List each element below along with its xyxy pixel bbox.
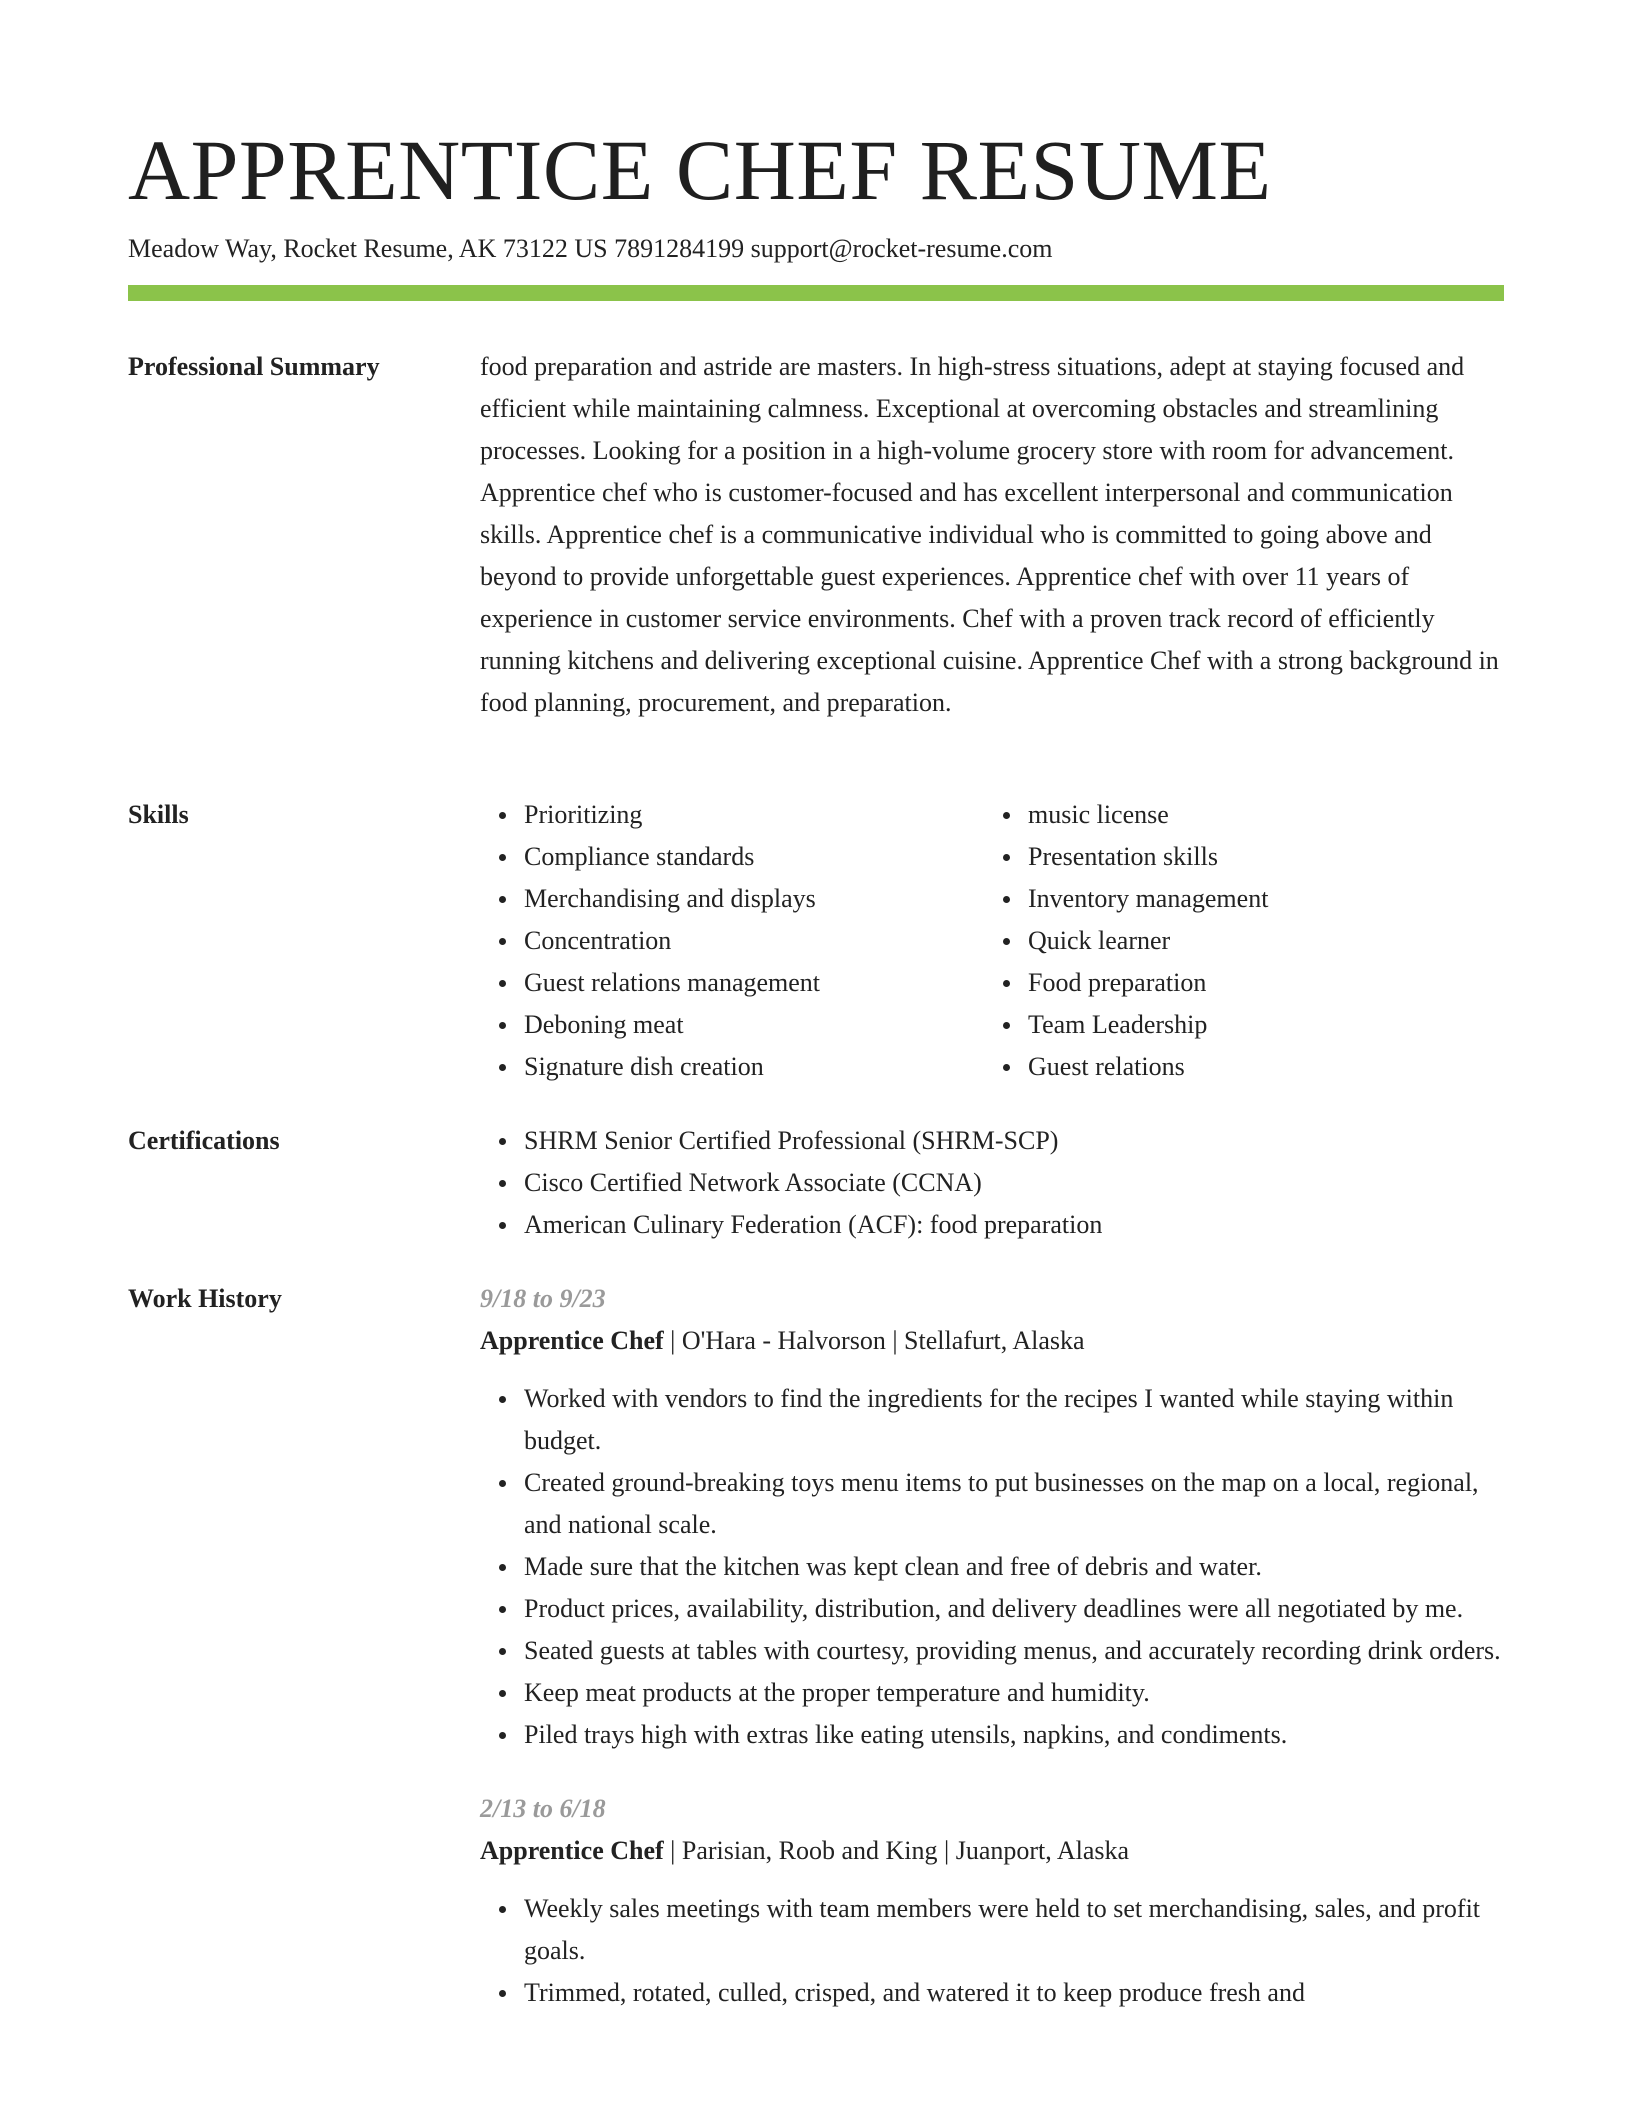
certification-item: Cisco Certified Network Associate (CCNA) (524, 1162, 1504, 1204)
summary-body (480, 346, 1504, 724)
job-bullet: Weekly sales meetings with team members were held to set merchandising, sales, and profit goals. (524, 1888, 1504, 1972)
job-details: | O'Hara - Halvorson | Stellafurt, Alaska (663, 1326, 1085, 1355)
certifications-list (480, 1120, 1504, 1246)
job-entry (480, 1788, 1504, 2014)
skill-item: Food preparation (1028, 962, 1488, 1004)
section-label-work-history: Work History (128, 1284, 282, 1313)
job-entry (480, 1278, 1504, 1756)
section-label-certifications: Certifications (128, 1126, 280, 1155)
summary-text: food preparation and astride are masters. In high-stress situations, adept at staying focused and efficient while maintaining calmness. Exceptional at overcoming obstacles and streamlining processes. Looking for a position in a high-volume grocery store with room for advancement. Apprentice chef who is customer-focused and has excellent interpersonal and communication skills. Apprentice chef is a communicative individual who is committed to going above and beyond to provide unforgettable guest experiences. Apprentice chef with over 11 years of experience in customer service environments. Chef with a proven track record of efficiently running kitchens and delivering exceptional cuisine. Apprentice Chef with a strong background in food planning, procurement, and preparation. (480, 352, 1499, 717)
job-title: Apprentice Chef (480, 1836, 664, 1865)
job-bullet: Created ground-breaking toys menu items to put businesses on the map on a local, regional, and national scale. (524, 1462, 1504, 1546)
job-bullet: Piled trays high with extras like eating utensils, napkins, and condiments. (524, 1714, 1504, 1756)
job-bullet: Trimmed, rotated, culled, crisped, and watered it to keep produce fresh and (524, 1972, 1504, 2014)
contact-info: Meadow Way, Rocket Resume, AK 73122 US 7891284199 support@rocket-resume.com (128, 234, 1053, 263)
job-dates: 9/18 to 9/23 (480, 1284, 606, 1313)
skills-column-right (984, 794, 1488, 1088)
job-dates: 2/13 to 6/18 (480, 1794, 606, 1823)
certification-item: American Culinary Federation (ACF): food preparation (524, 1204, 1504, 1246)
work-history-body (480, 1278, 1504, 2014)
skill-item: Merchandising and displays (524, 878, 984, 920)
job-bullets (480, 1888, 1504, 2014)
job-spacer (480, 1756, 1504, 1788)
certification-item: SHRM Senior Certified Professional (SHRM-SCP) (524, 1120, 1504, 1162)
certifications-body (480, 1120, 1504, 1246)
section-label-summary: Professional Summary (128, 352, 380, 381)
skill-item: Signature dish creation (524, 1046, 984, 1088)
job-bullet: Keep meat products at the proper temperature and humidity. (524, 1672, 1504, 1714)
skills-body (480, 794, 1504, 1088)
job-title: Apprentice Chef (480, 1326, 664, 1355)
job-bullets (480, 1378, 1504, 1756)
job-bullet: Made sure that the kitchen was kept clean and free of debris and water. (524, 1546, 1504, 1588)
resume-title: APPRENTICE CHEF RESUME (128, 122, 1272, 218)
skill-item: Quick learner (1028, 920, 1488, 962)
skill-item: Deboning meat (524, 1004, 984, 1046)
job-details: | Parisian, Roob and King | Juanport, Alaska (663, 1836, 1130, 1865)
skill-item: Compliance standards (524, 836, 984, 878)
job-bullet: Worked with vendors to find the ingredients for the recipes I wanted while staying within budget. (524, 1378, 1504, 1462)
skill-item: Guest relations (1028, 1046, 1488, 1088)
section-label-skills: Skills (128, 800, 189, 829)
skills-list-left (480, 794, 984, 1088)
skills-column-left (480, 794, 984, 1088)
job-bullet: Seated guests at tables with courtesy, providing menus, and accurately recording drink orders. (524, 1630, 1504, 1672)
skill-item: music license (1028, 794, 1488, 836)
skills-list-right (984, 794, 1488, 1088)
skill-item: Presentation skills (1028, 836, 1488, 878)
job-heading (480, 1320, 1504, 1362)
skill-item: Concentration (524, 920, 984, 962)
job-heading (480, 1830, 1504, 1872)
skill-item: Prioritizing (524, 794, 984, 836)
skill-item: Inventory management (1028, 878, 1488, 920)
skills-grid (480, 794, 1504, 1088)
header-divider (128, 285, 1504, 301)
skill-item: Team Leadership (1028, 1004, 1488, 1046)
job-bullet: Product prices, availability, distribution, and delivery deadlines were all negotiated by me. (524, 1588, 1504, 1630)
skill-item: Guest relations management (524, 962, 984, 1004)
